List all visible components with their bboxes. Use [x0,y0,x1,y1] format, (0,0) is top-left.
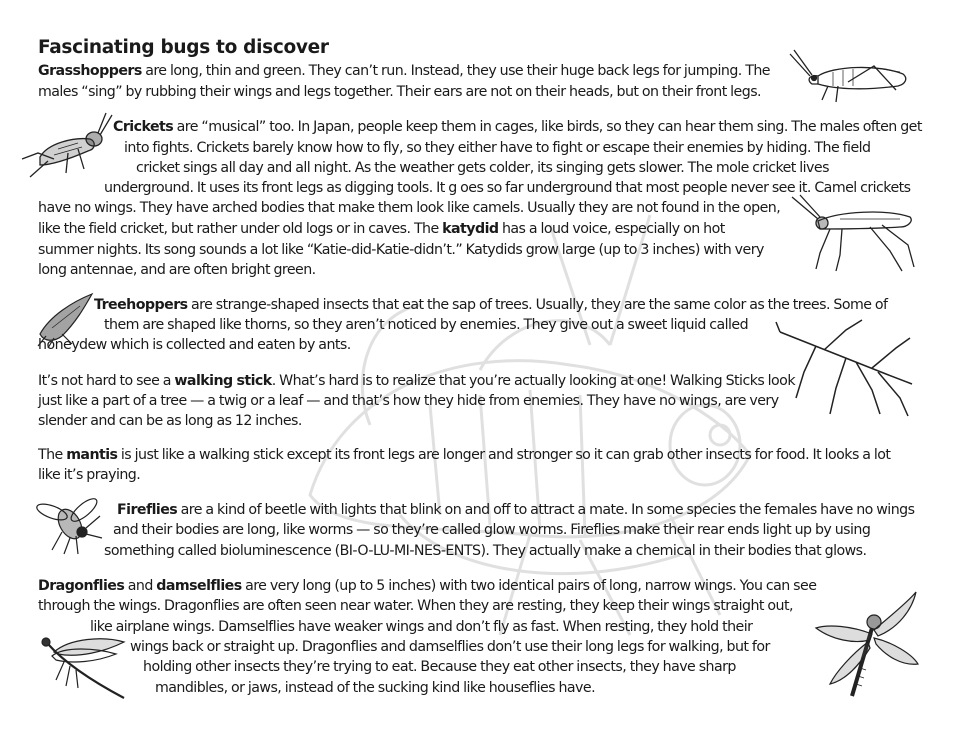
crickets-line-1: Crickets are “musical” too. In Japan, people keep them in cages, like birds, so they can hear them sing. The males often get [113,119,922,135]
crickets-line-2: into fights. Crickets barely know how to fly, so they either have to fight or escape their enemies by hiding. The field [124,140,871,156]
term-treehoppers: Treehoppers [94,297,188,313]
grasshoppers-line-2: males “sing” by rubbing their wings and legs together. Their ears are not on their heads, but on their front legs. [38,84,761,100]
dragonflies-line-3: like airplane wings. Damselflies have weaker wings and don’t fly as fast. When resting, they hold their [90,619,753,635]
crickets-line-6: like the field cricket, but rather under old logs or in caves. The katydid has a loud voice, especially on hot [38,221,725,237]
dragonflies-line-4: wings back or straight up. Dragonflies and damselflies don’t use their long legs for walking, but for [130,639,770,655]
treehopper-icon [32,292,98,348]
fireflies-line-2: and their bodies are long, like worms — so they’re called glow worms. Fireflies make their rear ends light up by using [113,522,871,538]
cricket-icon [18,113,114,183]
fireflies-line-3: something called bioluminescence (BI-O-LU-MI-NES-ENTS). They actually make a chemical in their bodies that glows. [104,543,867,559]
term-grasshoppers: Grasshoppers [38,63,142,79]
walking-stick-line-3: slender and can be as long as 12 inches. [38,413,302,429]
dragonflies-line-5: holding other insects they’re trying to eat. Because they eat other insects, they have sharp [143,659,736,675]
crickets-line-4: underground. It uses its front legs as digging tools. It g oes so far underground that most people never see it. Camel crickets [104,180,911,196]
mantis-line-1: The mantis is just like a walking stick except its front legs are longer and stronger so it can grab other insects for food. It looks a lot [38,447,891,463]
dragonflies-line-2: through the wings. Dragonflies are often seen near water. When they are resting, they keep their wings straight out, [38,598,793,614]
firefly-icon [32,492,104,556]
crickets-line-8: long antennae, and are often bright green. [38,262,316,278]
treehoppers-line-2: them are shaped like thorns, so they aren’t noticed by enemies. They give out a sweet liquid called [104,317,749,333]
walking-stick-icon [776,318,916,418]
grasshoppers-line-1: Grasshoppers are long, thin and green. They can’t run. Instead, they use their huge back legs for jumping. The [38,63,770,79]
term-katydid: katydid [442,221,499,237]
dragonflies-line-1: Dragonflies and damselflies are very long (up to 5 inches) with two identical pairs of long, narrow wings. You can see [38,578,817,594]
fireflies-line-1: Fireflies are a kind of beetle with lights that blink on and off to attract a mate. In some species the females have no wings [117,502,915,518]
term-crickets: Crickets [113,119,174,135]
grasshopper-icon [788,46,918,106]
dragonfly-icon [812,588,920,700]
walking-stick-line-1: It’s not hard to see a walking stick. What’s hard is to realize that you’re actually looking at one! Walking Sticks look [38,373,795,389]
term-damselflies: damselflies [156,578,242,594]
damselfly-icon [34,632,130,704]
page-title: Fascinating bugs to discover [38,37,329,58]
term-walking-stick: walking stick [174,373,272,389]
dragonflies-line-6: mandibles, or jaws, instead of the sucking kind like houseflies have. [155,680,596,696]
term-fireflies: Fireflies [117,502,178,518]
crickets-line-5: have no wings. They have arched bodies that make them look like camels. Usually they are not found in the open, [38,200,781,216]
term-dragonflies: Dragonflies [38,578,125,594]
katydid-icon [790,195,920,275]
walking-stick-line-2: just like a part of a tree — a twig or a leaf — and that’s how they hide from enemies. They have no wings, are very [38,393,779,409]
treehoppers-line-3: honeydew which is collected and eaten by ants. [38,337,351,353]
crickets-line-3: cricket sings all day and all night. As the weather gets colder, its singing gets slower. The mole cricket lives [136,160,829,176]
term-mantis: mantis [66,447,118,463]
mantis-line-2: like it’s praying. [38,467,141,483]
treehoppers-line-1: Treehoppers are strange-shaped insects that eat the sap of trees. Usually, they are the same color as the trees. Some of [94,297,888,313]
crickets-line-7: summer nights. Its song sounds a lot like “Katie-did-Katie-didn’t.” Katydids grow large (up to 3 inches) with very [38,242,764,258]
